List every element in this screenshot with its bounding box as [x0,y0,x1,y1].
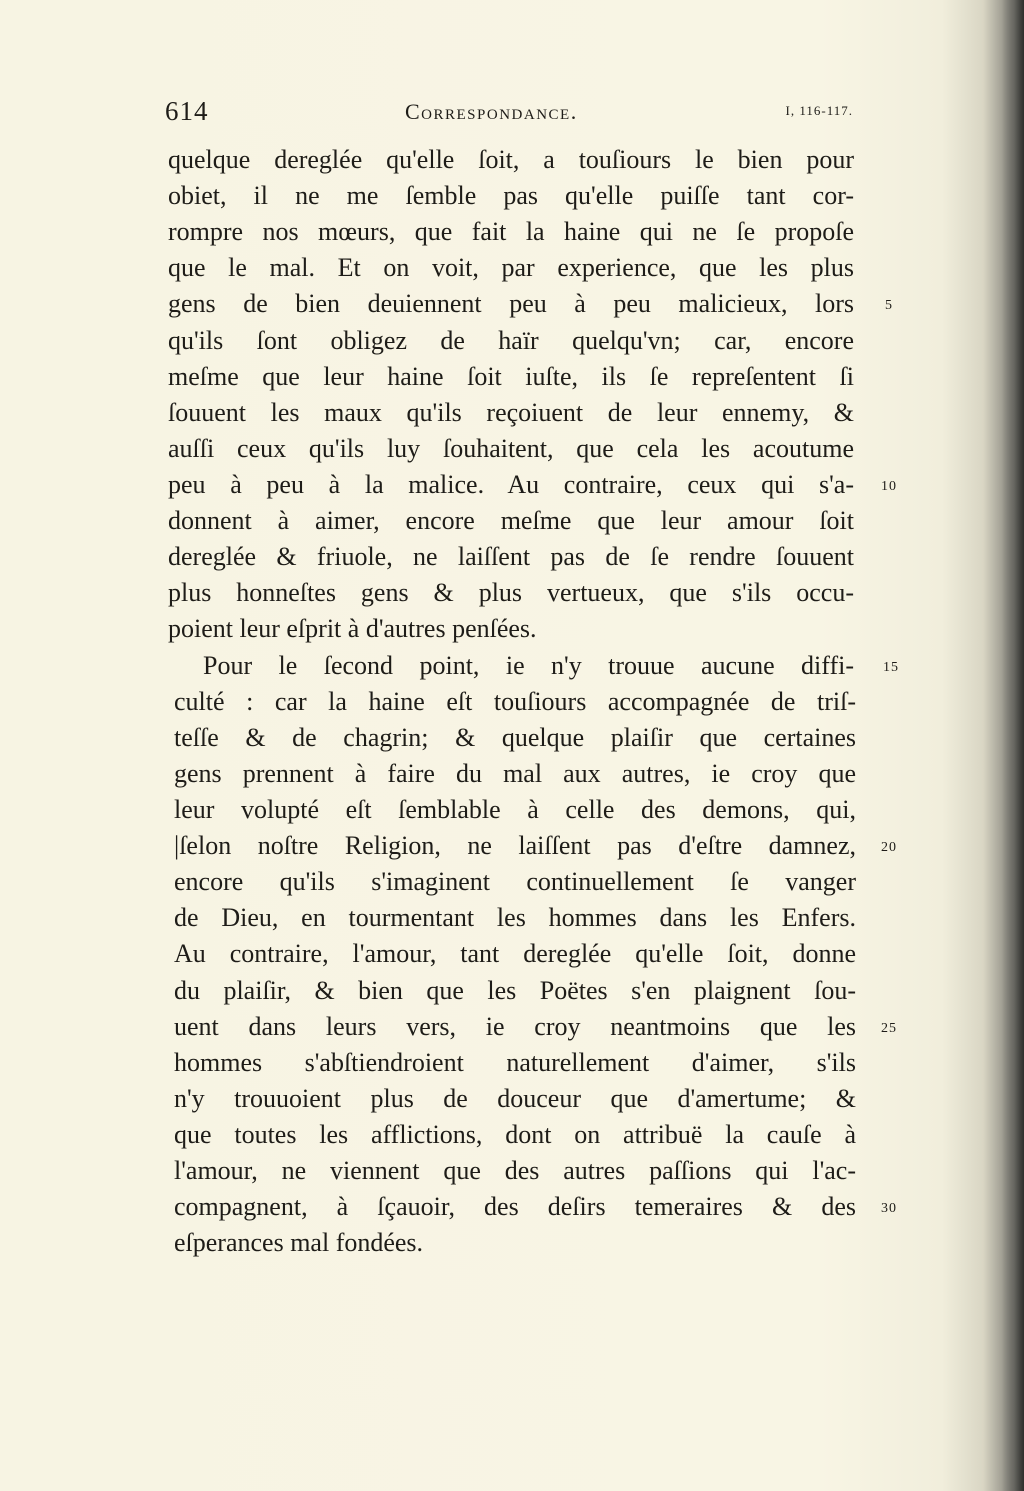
line-number: 25 [881,1021,897,1036]
text-line: compagnent, à ſçauoir, des deſirs temeraires & des [174,1192,856,1221]
line-number: 30 [881,1201,897,1216]
text-line: encore qu'ils s'imaginent continuellement ſe vanger [174,867,856,896]
line-number: 5 [885,298,893,313]
line-number: 10 [881,479,897,494]
text-line: que toutes les afflictions, dont on attribuë la cauſe à [174,1120,856,1149]
text-line: n'y trouuoient plus de douceur que d'amertume; & [174,1084,856,1113]
text-line: rompre nos mœurs, que fait la haine qui ne ſe propoſe [168,217,854,246]
text-line: uent dans leurs vers, ie croy neantmoins que les [174,1012,856,1041]
page-header [165,96,855,136]
text-line: de Dieu, en tourmentant les hommes dans les Enfers. [174,903,856,932]
text-line: obiet, il ne me ſemble pas qu'elle puiſſe tant cor- [168,181,854,210]
text-line: dereglée & friuole, ne laiſſent pas de ſe rendre ſouuent [168,542,854,571]
text-line: que le mal. Et on voit, par experience, que les plus [168,253,854,282]
text-line: |ſelon noſtre Religion, ne laiſſent pas d'eſtre damnez, [174,831,856,860]
text-line: plus honneſtes gens & plus vertueux, que s'ils occu- [168,578,854,607]
text-line: leur volupté eſt ſemblable à celle des demons, qui, [174,795,856,824]
text-line: gens de bien deuiennent peu à peu malicieux, lors [168,289,854,318]
text-line: teſſe & de chagrin; & quelque plaiſir que certaines [174,723,856,752]
text-line: auſſi ceux qu'ils luy ſouhaitent, que cela les acoutume [168,434,854,463]
text-line: hommes s'abſtiendroient naturellement d'aimer, s'ils [174,1048,856,1077]
text-line: meſme que leur haine ſoit iuſte, ils ſe repreſentent ſi [168,362,854,391]
running-title: Correspondance. [405,99,578,124]
text-line: gens prennent à faire du mal aux autres, ie croy que [174,759,856,788]
text-line: Pour le ſecond point, ie n'y trouue aucune diffi- [203,651,854,680]
text-line: quelque dereglée qu'elle ſoit, a touſiours le bien pour [168,145,854,174]
text-line: peu à peu à la malice. Au contraire, ceux qui s'a- [168,470,854,499]
text-line: du plaiſir, & bien que les Poëtes s'en plaignent ſou- [174,976,856,1005]
text-line: poient leur eſprit à d'autres penſées. [168,614,537,643]
page-edge-shadow [1002,0,1024,1491]
page-reference: I, 116-117. [785,103,853,118]
line-number: 15 [883,660,899,675]
text-line: donnent à aimer, encore meſme que leur amour ſoit [168,506,854,535]
text-line: culté : car la haine eſt touſiours accompagnée de triſ- [174,687,856,716]
text-line: l'amour, ne viennent que des autres paſſions qui l'ac- [174,1156,856,1185]
text-line: qu'ils ſont obligez de haïr quelqu'vn; car, encore [168,326,854,355]
text-line: eſperances mal fondées. [174,1228,424,1257]
page-number: 614 [165,96,209,126]
text-line: ſouuent les maux qu'ils reçoiuent de leur ennemy, & [168,398,854,427]
text-line: Au contraire, l'amour, tant dereglée qu'elle ſoit, donne [174,939,856,968]
line-number: 20 [881,840,897,855]
